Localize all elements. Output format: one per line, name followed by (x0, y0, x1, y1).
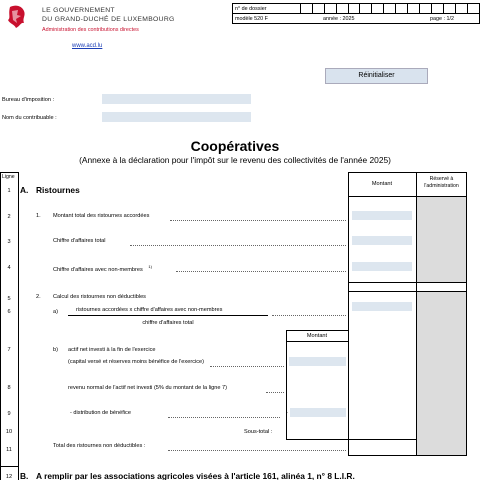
line-number: 11 (6, 447, 12, 453)
dossier-cell[interactable] (432, 4, 444, 14)
dossier-table (232, 3, 480, 24)
ca-total-input[interactable] (352, 236, 412, 245)
dossier-cell[interactable] (420, 4, 432, 14)
gov-administration: Administration des contributions directes (42, 27, 139, 33)
item-1-number: 1. (36, 213, 41, 219)
actif-net-label: actif net investi à la fin de l'exercice (68, 347, 156, 353)
item-1-label: Montant total des ristournes accordées (53, 213, 150, 219)
line-number: 3 (7, 239, 11, 245)
dossier-cell[interactable] (396, 4, 408, 14)
ristournes-total-input[interactable] (352, 211, 412, 220)
revenu-normal-label: revenu normal de l'actif net investi (5% du montant de la ligne 7) (68, 385, 228, 391)
page-label: page : 1/2 (430, 15, 454, 22)
section-a-title: Ristournes (36, 185, 80, 195)
item-2-number: 2. (36, 294, 41, 300)
gov-line-1: LE GOUVERNEMENT (42, 7, 115, 14)
section-b-title: A remplir par les associations agricoles visées à l'article 161, alinéa 1, n° 8 L.I.R. (36, 471, 355, 480)
actif-net-input[interactable] (289, 357, 346, 366)
line-number: 8 (7, 385, 11, 391)
line-number: 5 (7, 296, 11, 302)
gov-line-2: DU GRAND-DUCHÉ DE LUXEMBOURG (42, 16, 175, 23)
dossier-cell[interactable] (360, 4, 372, 14)
dossier-cell[interactable] (312, 4, 324, 14)
contribuable-input[interactable] (102, 112, 251, 122)
ca-non-membres-label: Chiffre d'affaires avec non-membres $^{1)}$ (53, 264, 152, 273)
dossier-cell[interactable] (300, 4, 312, 14)
contribuable-label: Nom du contribuable : (2, 115, 57, 121)
luxembourg-lion-logo (2, 2, 32, 32)
page-title: Coopératives (190, 138, 280, 154)
inner-montant-header: Montant (306, 333, 328, 339)
col-montant-header: Montant (371, 181, 393, 187)
dossier-cell[interactable] (336, 4, 348, 14)
dossier-cell[interactable] (455, 4, 467, 14)
ca-total-label: Chiffre d'affaires total (53, 238, 106, 244)
dossier-cell[interactable] (324, 4, 336, 14)
fraction-denominator: chiffre d'affaires total (142, 320, 194, 326)
section-b-letter: B. (20, 471, 29, 480)
total-label: Total des ristournes non déductibles : (53, 443, 146, 449)
col-reserve-header: Réservé à l'administration (424, 176, 459, 189)
ca-non-membres-input[interactable] (352, 262, 412, 271)
dossier-label: n° de dossier (233, 4, 301, 14)
fraction-numerator: ristournes accordées x chiffre d'affaires avec non-membres (76, 307, 223, 313)
distribution-label: - distribution de bénéfice (70, 410, 131, 416)
line-number: 6 (7, 309, 11, 315)
dossier-cell[interactable] (372, 4, 384, 14)
line-number: 1 (7, 188, 11, 194)
dossier-cell[interactable] (408, 4, 420, 14)
footnote-1: 1) (148, 264, 152, 269)
distribution-input[interactable] (290, 408, 346, 417)
line-number: 4 (7, 265, 11, 271)
line-number: 7 (7, 347, 11, 353)
line-number: 2 (7, 214, 11, 220)
bureau-label: Bureau d'imposition : (2, 97, 55, 103)
form-info-row (233, 14, 480, 24)
dossier-cell[interactable] (384, 4, 396, 14)
dossier-cell[interactable] (444, 4, 456, 14)
item-2a-letter: a) (53, 309, 58, 315)
line-number: 10 (5, 429, 13, 435)
dossier-cell[interactable] (348, 4, 360, 14)
item-2-label: Calcul des ristournes non déductibles (53, 294, 146, 300)
modele-label: modèle 520 F (235, 15, 268, 22)
col-ligne-header: Ligne (2, 174, 15, 180)
fraction-result-input[interactable] (352, 302, 412, 311)
sous-total-label: Sous-total : (244, 429, 273, 435)
minus-sign: - (286, 410, 288, 416)
line-number: 9 (7, 411, 11, 417)
actif-net-sublabel: (capital versé et réserves moins bénéfice de l'exercice) (68, 359, 204, 365)
annee-label: année : 2025 (323, 15, 355, 22)
dossier-cell[interactable] (467, 4, 479, 14)
reset-button[interactable]: Réinitialiser (325, 68, 428, 84)
bureau-input[interactable] (102, 94, 251, 104)
website-link[interactable]: www.acd.lu (72, 43, 103, 49)
line-number: 12 (5, 474, 13, 480)
item-2b-letter: b) (53, 347, 58, 353)
section-a-letter: A. (20, 185, 29, 195)
page-subtitle: (Annexe à la déclaration pour l'impôt sur le revenu des collectivités de l'année 2025) (79, 155, 391, 165)
